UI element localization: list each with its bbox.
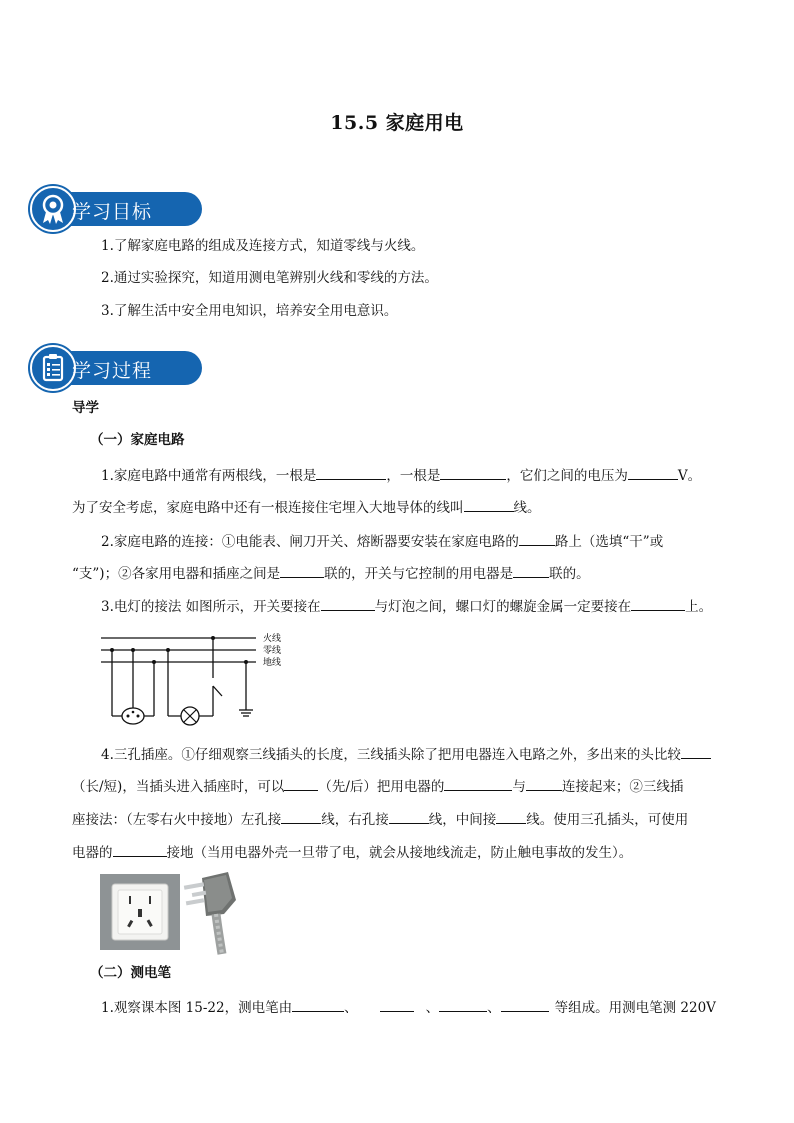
subsection-heading: （一）家庭电路 [90, 432, 185, 448]
question-line: 1.家庭电路中通常有两根线，一根是 ，一根是 ，它们之间的电压为 V。 [101, 465, 701, 486]
question-line: （长/短)，当插头进入插座时，可以 （先/后）把用电器的 与 连接起来；②三线插 [72, 776, 683, 797]
subsection-heading: （二）测电笔 [90, 965, 171, 981]
goal-item: 1.了解家庭电路的组成及连接方式，知道零线与火线。 [101, 238, 425, 254]
label-ground-wire: 地线 [263, 658, 282, 668]
award-icon [30, 186, 76, 232]
socket-symbol [122, 708, 144, 724]
question-line: 为了安全考虑，家庭电路中还有一根连接住宅埋入大地导体的线叫 线。 [72, 497, 541, 518]
household-circuit-diagram [96, 632, 296, 732]
three-pin-plug-image [182, 870, 240, 956]
checklist-icon [30, 345, 76, 391]
question-line: 座接法：（左零右火中接地）左孔接 线，右孔接 线，中间接 线。使用三孔插头，可使用 [72, 809, 688, 830]
goal-item: 2.通过实验探究，知道用测电笔辨别火线和零线的方法。 [101, 270, 438, 286]
question-line: 电器的 接地（当用电器外壳一旦带了电，就会从接地线流走，防止触电事故的发生）。 [72, 842, 632, 863]
question-line: 4.三孔插座。①仔细观察三线插头的长度，三线插头除了把用电器连入电路之外，多出来的头比较 [101, 744, 711, 765]
goal-item: 3.了解生活中安全用电知识，培养安全用电意识。 [101, 303, 398, 319]
banner-label: 学习过程 [72, 360, 153, 382]
subsection-heading: 导学 [72, 400, 99, 416]
section-banner-goals [30, 186, 190, 230]
question-line: 2.家庭电路的连接：①电能表、闸刀开关、熔断器要安装在家庭电路的 路上（选填“干”或 [101, 531, 663, 552]
page-title: 15.5 家庭用电 [330, 112, 464, 134]
question-line: “支”)；②各家用电器和插座之间是 联的，开关与它控制的用电器是 联的。 [72, 563, 590, 584]
wall-socket-image [100, 874, 180, 950]
label-zero-wire: 零线 [263, 646, 282, 656]
section-banner-process [30, 345, 190, 389]
question-line: 1.观察课本图 15-22，测电笔由 、 、 、 等组成。用测电笔测 220V [101, 997, 716, 1018]
question-line: 3.电灯的接法 如图所示，开关要接在 与灯泡之间，螺口灯的螺旋金属一定要接在 上。 [101, 596, 712, 617]
banner-label: 学习目标 [72, 201, 153, 223]
label-fire-wire: 火线 [263, 634, 282, 644]
